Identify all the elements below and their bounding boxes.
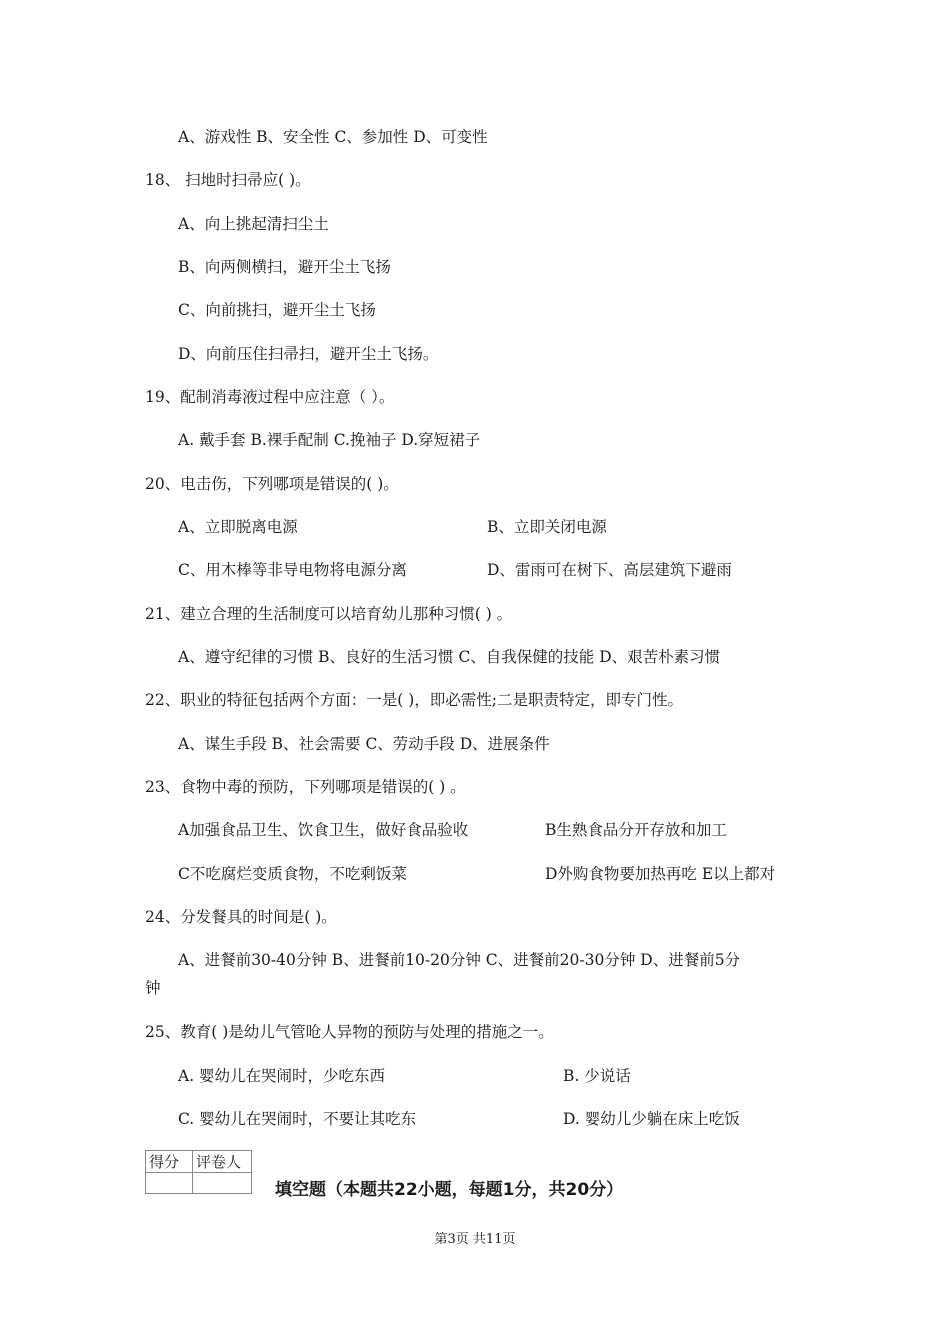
question-18-option-d: D、向前压住扫帚扫，避开尘土飞扬。 — [178, 345, 439, 363]
question-24-options-wrap: 钟 — [145, 979, 161, 997]
question-24-options: A、进餐前30-40分钟 B、进餐前10-20分钟 C、进餐前20-30分钟 D、进餐前5分 — [178, 951, 741, 969]
option-line-17: A、游戏性 B、安全性 C、参加性 D、可变性 — [178, 128, 488, 146]
question-23-option-c: C不吃腐烂变质食物，不吃剩饭菜 — [178, 865, 407, 883]
question-20-option-d: D、雷雨可在树下、高层建筑下避雨 — [487, 561, 732, 579]
question-23-option-b: B生熟食品分开存放和加工 — [545, 821, 727, 839]
question-25-option-a: A. 婴幼儿在哭闹时，少吃东西 — [178, 1067, 386, 1085]
question-23-stem: 23、食物中毒的预防，下列哪项是错误的( ) 。 — [145, 778, 466, 796]
question-23-option-d: D外购食物要加热再吃 E以上都对 — [545, 865, 776, 883]
question-18-stem: 18、 扫地时扫帚应( )。 — [145, 171, 311, 189]
question-19-options: A. 戴手套 B.裸手配制 C.挽袖子 D.穿短裙子 — [178, 431, 481, 449]
question-18-option-c: C、向前挑扫，避开尘土飞扬 — [178, 301, 376, 319]
question-25-option-c: C. 婴幼儿在哭闹时，不要让其吃东 — [178, 1110, 417, 1128]
question-22-options: A、谋生手段 B、社会需要 C、劳动手段 D、进展条件 — [178, 735, 550, 753]
grader-cell — [193, 1173, 252, 1194]
question-21-stem: 21、建立合理的生活制度可以培育幼儿那种习惯( ) 。 — [145, 605, 513, 623]
question-18-option-a: A、向上挑起清扫尘土 — [178, 215, 329, 233]
page-footer: 第3页 共11页 — [434, 1232, 516, 1247]
question-25-option-d: D. 婴幼儿少躺在床上吃饭 — [563, 1110, 740, 1128]
question-20-option-a: A、立即脱离电源 — [178, 518, 298, 536]
score-cell — [146, 1173, 193, 1194]
grader-header: 评卷人 — [193, 1151, 252, 1173]
section-title: 填空题（本题共22小题，每题1分，共20分） — [275, 1180, 624, 1200]
question-20-stem: 20、电击伤，下列哪项是错误的( )。 — [145, 475, 399, 493]
question-22-stem: 22、职业的特征包括两个方面：一是( )，即必需性;二是职责特定，即专门性。 — [145, 691, 683, 709]
question-21-options: A、遵守纪律的习惯 B、良好的生活习惯 C、自我保健的技能 D、艰苦朴素习惯 — [178, 648, 721, 666]
question-23-option-a: A加强食品卫生、饮食卫生，做好食品验收 — [178, 821, 469, 839]
score-header: 得分 — [146, 1151, 193, 1173]
question-20-option-c: C、用木棒等非导电物将电源分离 — [178, 561, 407, 579]
question-19-stem: 19、配制消毒液过程中应注意（ ）。 — [145, 388, 395, 406]
question-18-option-b: B、向两侧横扫，避开尘土飞扬 — [178, 258, 391, 276]
score-table — [145, 1150, 252, 1194]
question-25-option-b: B. 少说话 — [563, 1067, 631, 1085]
question-20-option-b: B、立即关闭电源 — [487, 518, 607, 536]
question-25-stem: 25、教育( )是幼儿气管呛人异物的预防与处理的措施之一。 — [145, 1023, 554, 1041]
question-24-stem: 24、分发餐具的时间是( )。 — [145, 908, 337, 926]
